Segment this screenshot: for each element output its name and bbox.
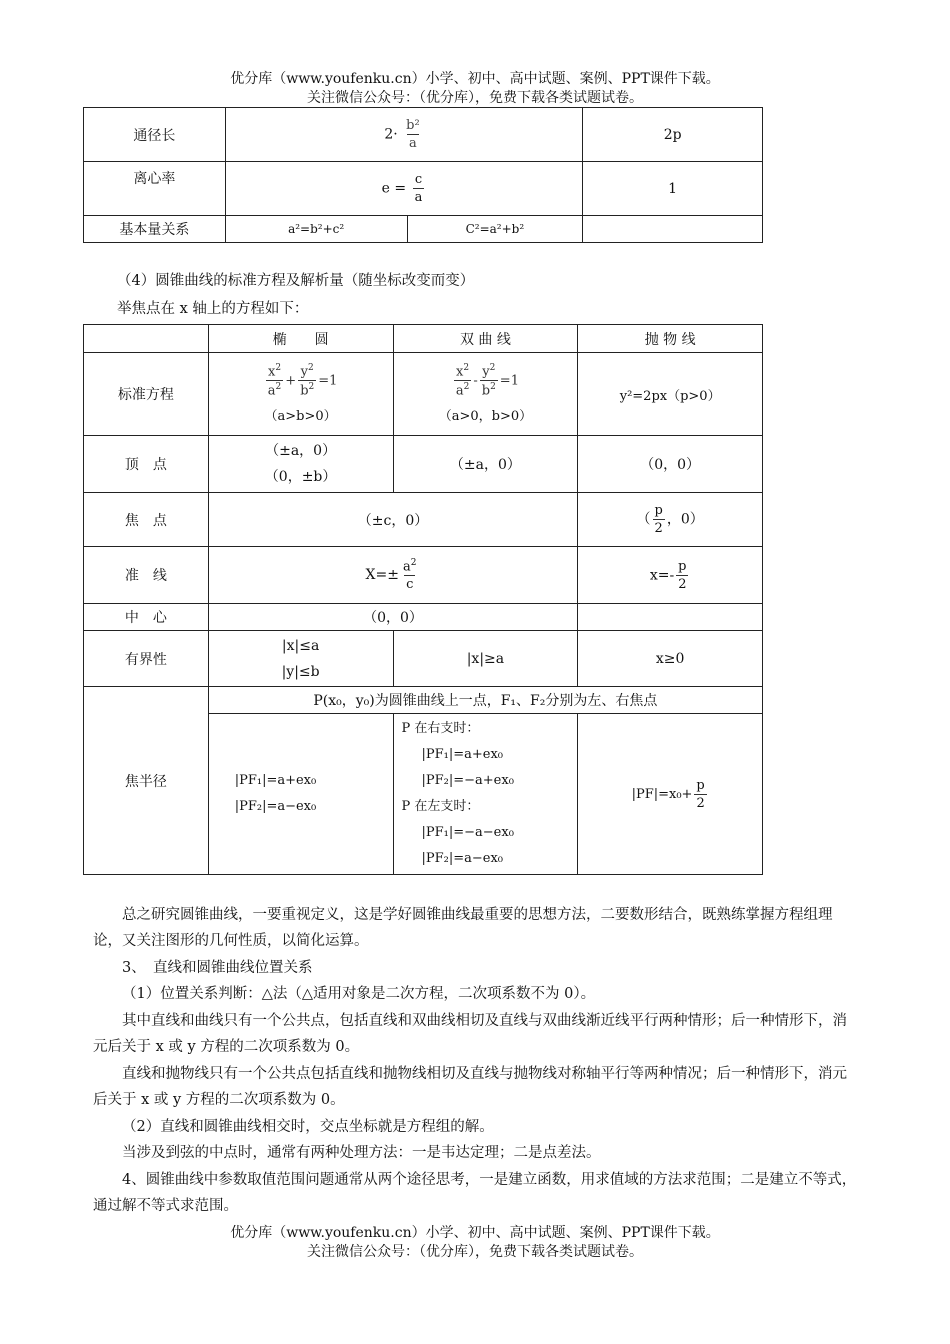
header-parabola: 抛 物 线 bbox=[578, 325, 763, 353]
label-tongjing: 通径长 bbox=[84, 108, 226, 162]
frac-den: a bbox=[409, 136, 417, 151]
hyper-right-branch: P 在右支时： bbox=[401, 721, 480, 736]
paragraph-midpoint: 当涉及到弦的中点时，通常有两种处理方法：一是韦达定理；二是点差法。 bbox=[122, 1145, 601, 1161]
frac-num: b² bbox=[406, 118, 420, 133]
parabola-vertex: （0，0） bbox=[578, 436, 763, 493]
ellipse-hyperbola-center: （0，0） bbox=[208, 604, 578, 631]
frac-b2-over-a bbox=[404, 119, 422, 150]
paragraph-hyperbola: 其中直线和曲线只有一个公共点，包括直线和双曲线相切及直线与双曲线渐近线平行两种情形；后一种情形下，消元后关于 x 或 y 方程的二次项系数为 0。 bbox=[93, 1013, 847, 1055]
paragraph-parabola: 直线和抛物线只有一个公共点包括直线和抛物线相切及直线与抛物线对称轴平行等两种情况；后一种情形下，消元后关于 x 或 y 方程的二次项系数为 0。 bbox=[93, 1066, 847, 1108]
lixin-parabola: 1 bbox=[583, 162, 763, 216]
ellipse-bound-y: |y|≤b bbox=[281, 663, 320, 680]
section3-title: 3、 直线和圆锥曲线位置关系 bbox=[122, 960, 313, 976]
label-directrix: 准 线 bbox=[84, 547, 209, 604]
section4-title: （4）圆锥曲线的标准方程及解析量（随坐标改变而变） bbox=[117, 273, 475, 289]
section4-intro: 举焦点在 x 轴上的方程如下： bbox=[117, 301, 309, 317]
header-empty bbox=[84, 325, 209, 353]
ellipse-condition: （a>b>0） bbox=[264, 409, 337, 425]
ellipse-vertex-2: （0，±b） bbox=[264, 469, 337, 485]
label-center: 中 心 bbox=[84, 604, 209, 631]
tongjing-ellipse-hyperbola bbox=[225, 108, 583, 162]
parabola-directrix-prefix: x=- bbox=[649, 567, 675, 583]
hyperbola-focal-radius bbox=[393, 714, 578, 875]
label-basic: 基本量关系 bbox=[84, 216, 226, 243]
hyper-right-pf1: |PF₁|=a+ex₀ bbox=[421, 747, 504, 762]
ellipse-bound-x: |x|≤a bbox=[281, 637, 320, 654]
ellipse-pf2: |PF₂|=a−ex₀ bbox=[234, 799, 317, 814]
parabola-focus-tail: ，0） bbox=[666, 511, 704, 528]
label-standard-equation: 标准方程 bbox=[84, 353, 209, 436]
hyper-left-pf1: |PF₁|=−a−ex₀ bbox=[421, 825, 514, 840]
parabola-focal-radius: |PF|=x₀+ $\frac{p}{2}$ bbox=[578, 714, 763, 875]
label-bound: 有界性 bbox=[84, 631, 209, 687]
ellipse-focal-radius bbox=[208, 714, 393, 875]
e-equals: e = bbox=[381, 180, 407, 197]
summary-paragraph: 总之研究圆锥曲线，一要重视定义，这是学好圆锥曲线最重要的思想方法，二要数形结合，既熟练掌握方程组理论，又关注图形的几何性质，以简化运算。 bbox=[93, 907, 833, 949]
directrix-prefix: X=± bbox=[365, 566, 399, 583]
header-hyperbola: 双 曲 线 bbox=[393, 325, 578, 353]
parabola-pf-prefix: |PF|=x₀+ bbox=[631, 786, 693, 802]
frac-c-over-a bbox=[413, 173, 425, 204]
parabola-directrix: x=- $\frac{p}{2}$ bbox=[578, 547, 763, 604]
label-lixin: 离心率 bbox=[84, 162, 226, 216]
label-focal-radius: 焦半径 bbox=[84, 687, 209, 875]
ellipse-hyperbola-focus: （±c，0） bbox=[208, 493, 578, 547]
label-focus: 焦 点 bbox=[84, 493, 209, 547]
parabola-standard-equation: y²=2px（p>0） bbox=[578, 353, 763, 436]
basic-parabola-empty bbox=[583, 216, 763, 243]
tongjing-parabola: 2p bbox=[583, 108, 763, 162]
page-footer-line1: 优分库（www.youfenku.cn）小学、初中、高中试题、案例、PPT课件下载。 bbox=[230, 1225, 720, 1241]
section3-1: （1）位置关系判断：△法（△适用对象是二次方程，二次项系数不为 0）。 bbox=[122, 986, 596, 1002]
basic-hyperbola: C²=a²+b² bbox=[407, 216, 583, 243]
hyper-left-branch: P 在左支时： bbox=[401, 799, 480, 814]
hyperbola-standard-equation bbox=[393, 353, 578, 436]
ellipse-vertex bbox=[208, 436, 393, 493]
hyperbola-condition: （a>0，b>0） bbox=[438, 409, 533, 425]
hyperbola-equation-formula: $\frac{x^2}{a^2}$ - $\frac{y^2}{b^2}$ =1 bbox=[455, 362, 519, 399]
hyper-right-pf2: |PF₂|=−a+ex₀ bbox=[421, 773, 514, 788]
focal-radius-note: P(x₀，y₀)为圆锥曲线上一点，F₁、F₂分别为左、右焦点 bbox=[208, 687, 762, 714]
ellipse-equation-formula: $\frac{x^2}{a^2}$ + $\frac{y^2}{b^2}$ =1 bbox=[267, 362, 338, 399]
parabola-focus: （ $\frac{p}{2}$ ，0） bbox=[578, 493, 763, 547]
hyperbola-vertex: （±a，0） bbox=[393, 436, 578, 493]
page-header-line1: 优分库（www.youfenku.cn）小学、初中、高中试题、案例、PPT课件下载。 bbox=[230, 71, 720, 87]
parabola-center-empty bbox=[578, 604, 763, 631]
frac-num: c bbox=[414, 172, 423, 187]
lixin-ellipse-hyperbola bbox=[225, 162, 583, 216]
section4-param-range: 4、圆锥曲线中参数取值范围问题通常从两个途径思考，一是建立函数，用求值域的方法求范围；二是建立不等式，通过解不等式求范围。 bbox=[93, 1172, 857, 1214]
conic-standard-equations-table bbox=[83, 324, 763, 875]
section3-2: （2）直线和圆锥曲线相交时，交点坐标就是方程组的解。 bbox=[122, 1119, 494, 1135]
ellipse-pf1: |PF₁|=a+ex₀ bbox=[234, 773, 317, 788]
page-footer-line2: 关注微信公众号：（优分库），免费下载各类试题试卷。 bbox=[307, 1244, 643, 1260]
coef-2: 2· bbox=[384, 126, 398, 143]
page-header-line2: 关注微信公众号：（优分库），免费下载各类试题试卷。 bbox=[307, 90, 643, 106]
frac-den: a bbox=[414, 190, 423, 205]
parabola-bound: x≥0 bbox=[578, 631, 763, 687]
conic-properties-table-top bbox=[83, 107, 763, 243]
ellipse-standard-equation bbox=[208, 353, 393, 436]
label-vertex: 顶 点 bbox=[84, 436, 209, 493]
ellipse-hyperbola-directrix: X=± $\frac{a^2}{c}$ bbox=[208, 547, 578, 604]
basic-ellipse: a²=b²+c² bbox=[225, 216, 407, 243]
ellipse-vertex-1: （±a，0） bbox=[265, 443, 337, 459]
hyperbola-bound: |x|≥a bbox=[393, 631, 578, 687]
ellipse-bound bbox=[208, 631, 393, 687]
hyper-left-pf2: |PF₂|=a−ex₀ bbox=[421, 851, 504, 866]
header-ellipse: 椭 圆 bbox=[208, 325, 393, 353]
